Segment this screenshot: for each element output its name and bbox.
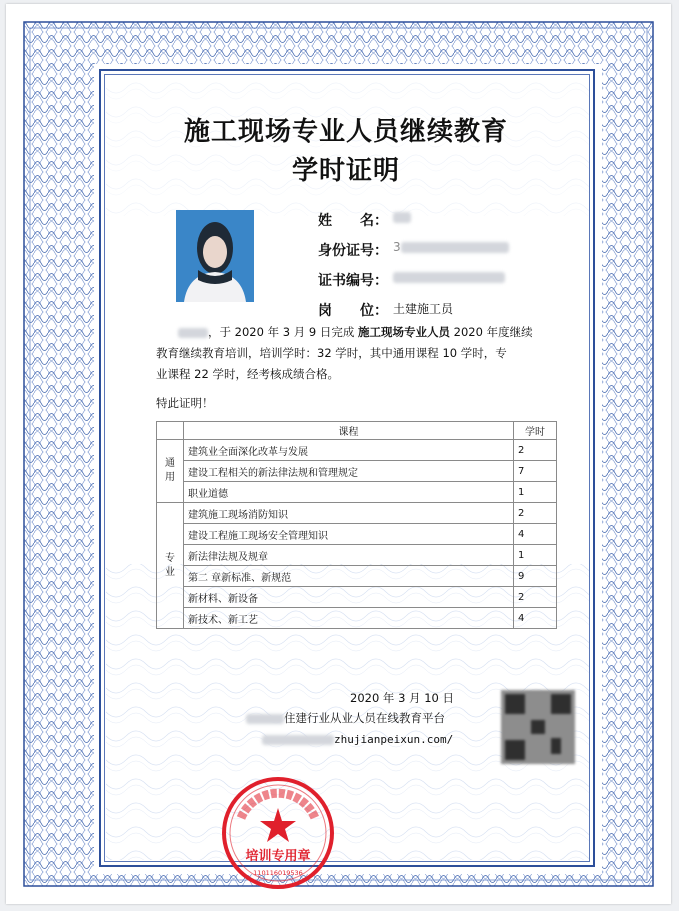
certificate-title: 施工现场专业人员继续教育 [183,117,508,147]
table-row: 专 业 建筑施工现场消防知识 2 [157,503,557,524]
body-line-1: ，于 2020 年 3 月 9 日完成 施工现场专业人员 2020 年度继续 [178,322,588,343]
group-special: 专 业 [157,503,184,629]
table-header [157,422,557,440]
cert-label: 证书编号： [318,273,388,289]
body-line-3: 业课程 22 学时，经考核成绩合格。 [156,367,339,381]
cert-value [393,270,505,284]
qr-code [501,690,575,764]
post-row [318,300,454,320]
post-value: 土建施工员 [393,302,454,316]
website: zhujianpeixun.com/ [262,733,453,746]
body-line-2: 教育继续教育培训，培训学时：32 学时，其中通用课程 10 学时，专 [156,346,507,360]
group-general: 通 用 [157,440,184,503]
table-row: 建设工程施工现场安全管理知识 4 [157,524,557,545]
id-label: 身份证号： [318,243,388,259]
course-table [156,421,557,629]
table-row: 通 用 建筑业全面深化改革与发展 2 [157,440,557,461]
name-row [318,210,388,230]
name-label: 姓 名： [318,213,388,229]
table-row: 新技术、新工艺 4 [157,608,557,629]
issuer: 住建行业从业人员在线教育平台 [246,710,445,726]
post-label: 岗 位： [318,303,388,319]
header-course: 课程 [184,422,514,440]
cert-row [318,270,388,290]
seal-title: 培训专用章 [245,849,311,864]
table-row: 新法律法规及规章 1 [157,545,557,566]
table-row: 职业道德 1 [157,482,557,503]
name-value [393,210,411,224]
certificate-subtitle: 学时证明 [291,156,400,186]
issue-date: 2020 年 3 月 10 日 [350,691,454,705]
certify-text: 特此证明！ [156,396,214,410]
certificate-page [6,4,671,904]
official-seal [219,774,337,892]
seal-number: 110116019536 [253,869,303,877]
table-row: 建设工程相关的新法律法规和管理规定 7 [157,461,557,482]
table-row: 新材料、新设备 2 [157,587,557,608]
id-row [318,240,401,260]
table-row: 第二 章新标准、新规范 9 [157,566,557,587]
id-value: 3 [393,240,509,254]
id-photo [176,210,254,302]
header-hours: 学时 [514,422,557,440]
